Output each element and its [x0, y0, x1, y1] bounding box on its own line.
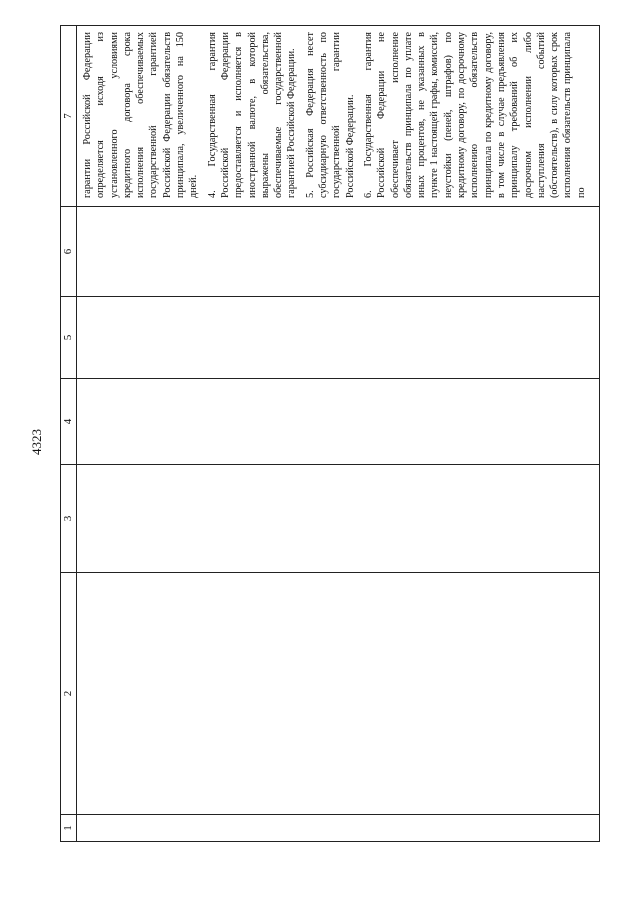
table-cell-col1 — [77, 815, 600, 842]
table-row — [77, 26, 600, 842]
rotated-table-container — [60, 26, 595, 842]
column-number-3: 3 — [61, 465, 77, 573]
rotated-page-content — [60, 26, 595, 842]
clause-5-paragraph: 5. Российская Федерация несет субсидиарную ответственность по государственной гарантии Российской Федерации. — [304, 32, 356, 198]
table-cell-col4 — [77, 379, 600, 465]
column-number-4: 4 — [61, 379, 77, 465]
column-number-7: 7 — [61, 26, 77, 207]
table-cell-col3 — [77, 465, 600, 573]
column-number-6: 6 — [61, 207, 77, 297]
page-number: 4323 — [29, 429, 44, 455]
table-cell-col5 — [77, 297, 600, 379]
clause-6-paragraph: 6. Государственная гарантия Российской Федерации не обеспечивает исполнение обязательств принципала по уплате иных процентов, не указанных в пункте 1 настоящей графы, комиссий, неустойки (пеней, штрафов) по кредитному договору, по досрочному исполнению обязательств принципала по кредитному договору, в том числе в случае предъявления принципалу требований об их досрочном исполнении либо наступления событий (обстоятельств), в силу которых срок исполнения обязательств принципала по — [362, 32, 587, 198]
column-number-5: 5 — [61, 297, 77, 379]
table-cell-col7 — [77, 26, 600, 207]
table-cell-col6 — [77, 207, 600, 297]
table-cell-col2 — [77, 573, 600, 815]
clause-4-paragraph: 4. Государственная гарантия Российской Федерации предоставляется и исполняется в иностранной валюте, в которой выражены обязательства, обеспечиваемые государственной гарантией Российской Федерации. — [206, 32, 298, 198]
guarantee-term-paragraph: гарантии Российской Федерации определяется исходя из установленного условиями кредитного договора срока исполнения обеспечиваемых государственной гарантией Российской Федерации обязательств принципала, увеличенного на 150 дней. — [82, 32, 200, 198]
guarantee-table — [60, 25, 600, 842]
column-number-2: 2 — [61, 573, 77, 815]
column-number-row — [61, 26, 77, 842]
column-number-1: 1 — [61, 815, 77, 842]
